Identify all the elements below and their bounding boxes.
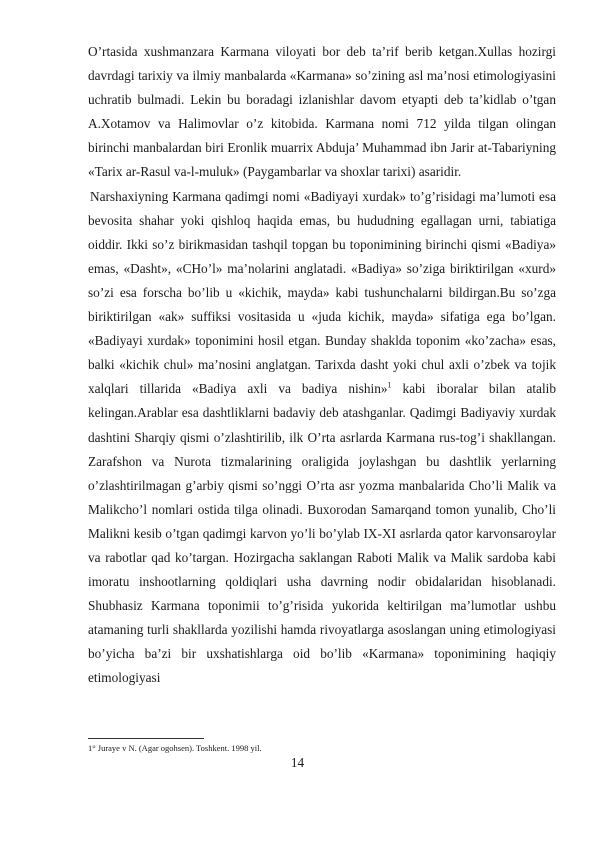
body-text <box>88 40 556 691</box>
page-number: 14 <box>290 755 305 770</box>
footnote-marker[interactable]: 1 <box>387 380 392 390</box>
paragraph-1: O’rtasida xushmanzara Karmana viloyati bor deb ta’rif berib ketgan.Xullas hozirgi davrdagi tarixiy va ilmiy manbalarda «Karmana» so’zining asl ma’nosi etimologiyasini uchratib bulmadi. Lekin bu boradagi izlanishlar davom etyapti deb ta’kidlab o’tgan A.Xotamov va Halimovlar o’z kitobida. Karmana nomi 712 yilda tilgan olingan birinchi manbalardan biri Eronlik muarrix Abduja’ Muhammad ibn Jarir at-Tabariyning «Tarix ar-Rasul va-l-muluk» (Paygambarlar va shoxlar tarixi) asaridir. <box>88 44 556 180</box>
paragraph-2-continuation: kabi iboralar bilan atalib kelingan.Arablar esa dashtliklarni badaviy deb atashganlar. Qadimgi Badiyaviy xurdak dashtini Sharqiy qismi o’zlashtirilib, ilk O’rta asrlarda Karmana rus-tog’i shakllangan. Zarafshon va Nurota tizmalarining oraligida joylashgan bu dashtlik yerlarning o’zlashtirilmagan g’arbiy qismi so’nggi O’rta asr yozma manbalarida Cho’li Malik va Malikcho’l nomlari ostida tilga olinadi. Buxorodan Samarqand tomon yunalib, Cho’li Malikni kesib o’tgan qadimgi karvon yo’li bo’ylab IX-XI asrlarda qator karvonsaroylar va rabotlar qad ko’targan. Hozirgacha saklangan Raboti Malik va Malik sardoba kabi imoratu inshootlarning qoldiqlari usha davrning nodir obidalaridan hisoblanadi. Shubhasiz Karmana toponimii to’g’risida yukorida keltirilgan ma’lumotlar ushbu atamaning turli shakllarda yozilishi hamda rivoyatlarga asoslangan uning etimologiyasi bo’yicha ba’zi bir uxshatishlarga oid bo’lib «Karmana» toponimining haqiqiy etimologiyasi <box>88 381 556 686</box>
footnote-divider <box>88 738 204 739</box>
paragraph-2-text: Narshaxiyning Karmana qadimgi nomi «Badiyayi xurdak» to’g’risidagi ma’lumoti esa bevosita shahar yoki qishloq haqida emas, bu hududning egallagan urni, tabiatiga oiddir. Ikki so’z birikmasidan tashqil topgan bu toponimining birinchi qismi «Badiya» emas, «Dasht», «CHo’l» ma’nolarini anglatadi. «Badiya» so’ziga biriktirilgan «xurd» so’zi esa forscha bo’lib u «kichik, mayda» kabi tushunchalarni bildirgan.Bu so’zga biriktirilgan «ak» suffiksi vositasida u «juda kichik, mayda» sifatiga ega bo’lgan. «Badiyayi xurdak» toponimini hosil etgan. Bunday shaklda toponim «ko’zacha» esas, balki «kichik chul» ma’nosini anglatgan. Tarixda dasht yoki chul axli o’zbek va tojik xalqlari tillarida «Badiya axli va badiya nishin» <box>88 188 556 397</box>
footnote: 1° Juraye v N. (Agar ogohsen). Toshkent. 1998 yil. <box>88 743 262 753</box>
paragraph-2 <box>88 185 556 691</box>
